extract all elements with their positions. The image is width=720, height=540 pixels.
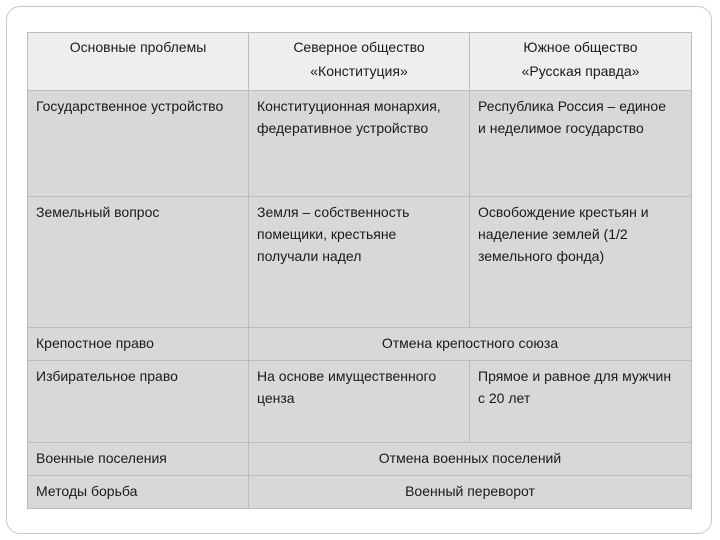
cell-line: Земля – собственность	[257, 204, 410, 220]
table-row	[28, 328, 692, 361]
header-line: «Русская правда»	[521, 63, 640, 79]
header-line: Южное общество	[523, 39, 638, 55]
cell-line: На основе имущественного	[257, 368, 437, 384]
cell-line: Прямое и равное для мужчин	[478, 368, 672, 384]
header-row	[28, 33, 692, 91]
cell-line: Конституционная монархия,	[257, 98, 441, 114]
header-line: Основные проблемы	[69, 39, 207, 55]
problem-cell: Государственное устройство	[28, 91, 249, 197]
cell-line: получали надел	[257, 248, 362, 264]
south-cell	[470, 197, 692, 328]
comparison-table	[27, 32, 692, 509]
cell-line: помещики, крестьяне	[257, 226, 397, 242]
table-row	[28, 443, 692, 476]
table-row	[28, 197, 692, 328]
common-cell: Военный переворот	[249, 476, 692, 509]
north-cell	[249, 361, 470, 443]
cell-line: земельного фонда)	[478, 248, 605, 264]
cell-line: с 20 лет	[478, 390, 531, 406]
north-cell	[249, 91, 470, 197]
table-row	[28, 476, 692, 509]
cell-line: Республика Россия – единое	[478, 98, 666, 114]
problem-cell: Методы борьба	[28, 476, 249, 509]
cell-line: ценза	[257, 390, 295, 406]
header-line: Северное общество	[293, 39, 425, 55]
problem-cell: Крепостное право	[28, 328, 249, 361]
header-line: «Конституция»	[310, 63, 408, 79]
south-cell	[470, 361, 692, 443]
table-row	[28, 91, 692, 197]
problem-cell: Военные поселения	[28, 443, 249, 476]
cell-line: наделение землей (1/2	[478, 226, 628, 242]
north-cell	[249, 197, 470, 328]
header-northern-society	[249, 33, 470, 91]
cell-line: федеративное устройство	[257, 120, 429, 136]
table-row	[28, 361, 692, 443]
problem-cell: Избирательное право	[28, 361, 249, 443]
common-cell: Отмена крепостного союза	[249, 328, 692, 361]
cell-line: и неделимое государство	[478, 120, 644, 136]
header-southern-society	[470, 33, 692, 91]
header-problems	[28, 33, 249, 91]
cell-line: Освобождение крестьян и	[478, 204, 649, 220]
south-cell	[470, 91, 692, 197]
common-cell: Отмена военных поселений	[249, 443, 692, 476]
problem-cell: Земельный вопрос	[28, 197, 249, 328]
